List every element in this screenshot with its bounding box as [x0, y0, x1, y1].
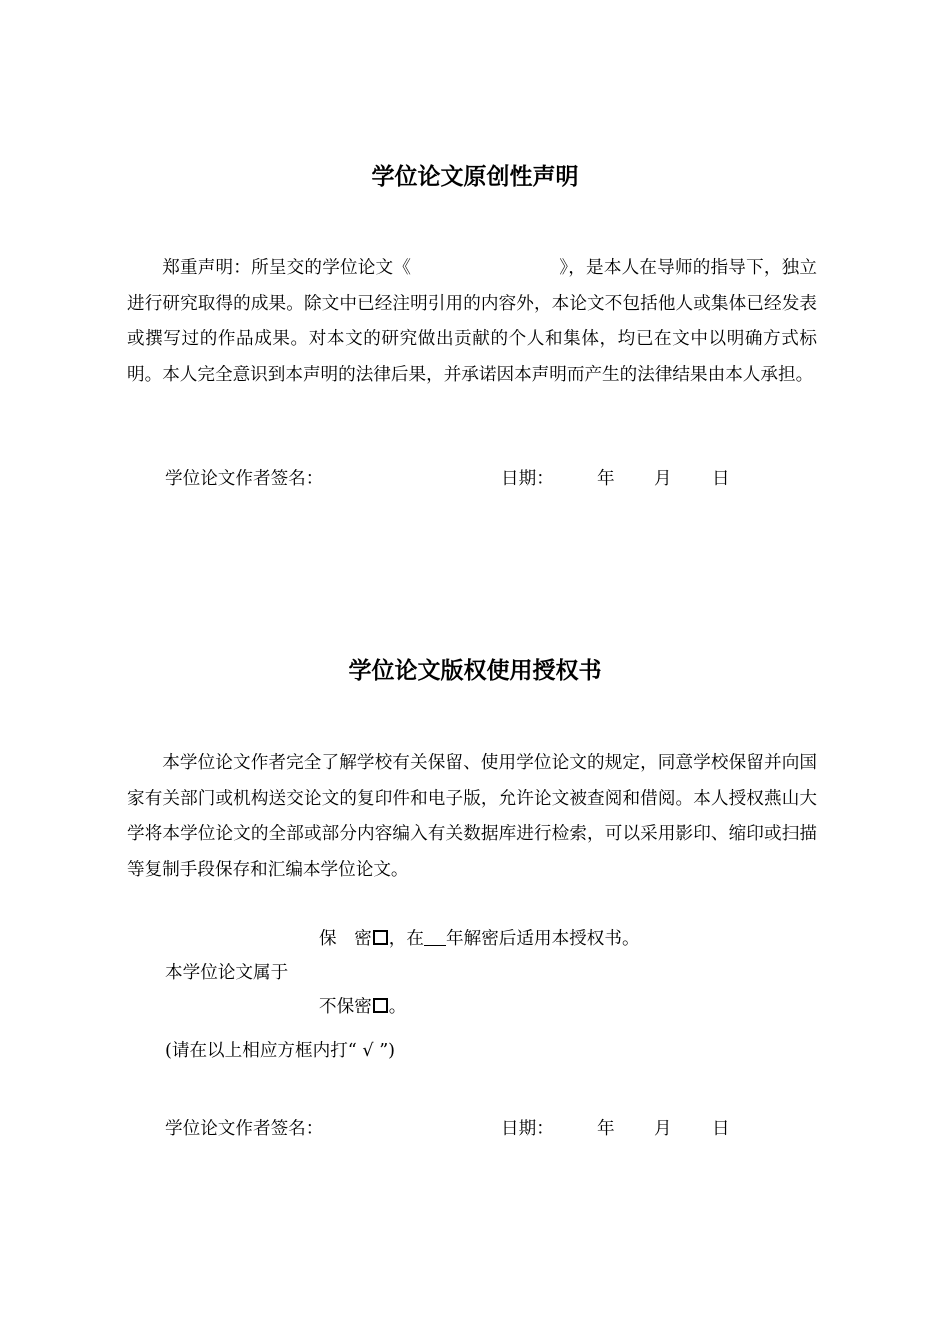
declaration-title: 学位论文原创性声明 [371, 164, 579, 190]
authorization-title: 学位论文版权使用授权书 [348, 658, 602, 684]
secret-suffix-2: 年解密后适用本授权书。 [446, 929, 640, 949]
not-secret-suffix: 。 [388, 997, 407, 1017]
not-secret-label: 不保密 [319, 997, 372, 1017]
authorization-signature-label: 学位论文作者签名： [165, 1119, 324, 1139]
secret-years-blank[interactable] [424, 929, 446, 946]
authorization-day-label: 日 [712, 1119, 730, 1139]
declaration-date-label: 日期： [501, 469, 554, 489]
secret-suffix-1: ，在 [388, 929, 424, 949]
authorization-body: 本学位论文作者完全了解学校有关保留、使用学位论文的规定，同意学校保留并向国家有关部门或机构送交论文的复印件和电子版，允许论文被查阅和借阅。本人授权燕山大学将本学位论文的全部或部分内容编入有关数据库进行检索，可以采用影印、缩印或扫描等复制手段保存和汇编本学位论文。 [127, 753, 817, 880]
belongs-label: 本学位论文属于 [165, 963, 289, 983]
declaration-month-label: 月 [654, 469, 672, 489]
not-secret-option-line [319, 995, 406, 1019]
secret-checkbox[interactable] [373, 930, 388, 945]
not-secret-checkbox[interactable] [373, 998, 388, 1013]
authorization-date-label: 日期： [501, 1119, 554, 1139]
declaration-day-label: 日 [712, 469, 730, 489]
declaration-body-part1: 郑重声明：所呈交的学位论文《 [162, 258, 412, 278]
authorization-month-label: 月 [654, 1119, 672, 1139]
checkbox-instruction: (请在以上相应方框内打“ √ ”) [165, 1041, 396, 1061]
declaration-body-part2: 》，是本人在导师的指导下，独立进行研究取得的成果。除文中已经注明引用的内容外，本论文不包括他人或集体已经发表或撰写过的作品成果。对本文的研究做出贡献的个人和集体，均已在文中以明确方式标明。本人完全意识到本声明的法律后果，并承诺因本声明而产生的法律结果由本人承担。 [127, 258, 817, 385]
secret-label: 保 密 [319, 929, 372, 949]
declaration-signature-label: 学位论文作者签名： [165, 469, 324, 489]
authorization-year-label: 年 [597, 1119, 615, 1139]
declaration-body [127, 251, 817, 393]
secret-option-line [319, 927, 640, 951]
declaration-year-label: 年 [597, 469, 615, 489]
